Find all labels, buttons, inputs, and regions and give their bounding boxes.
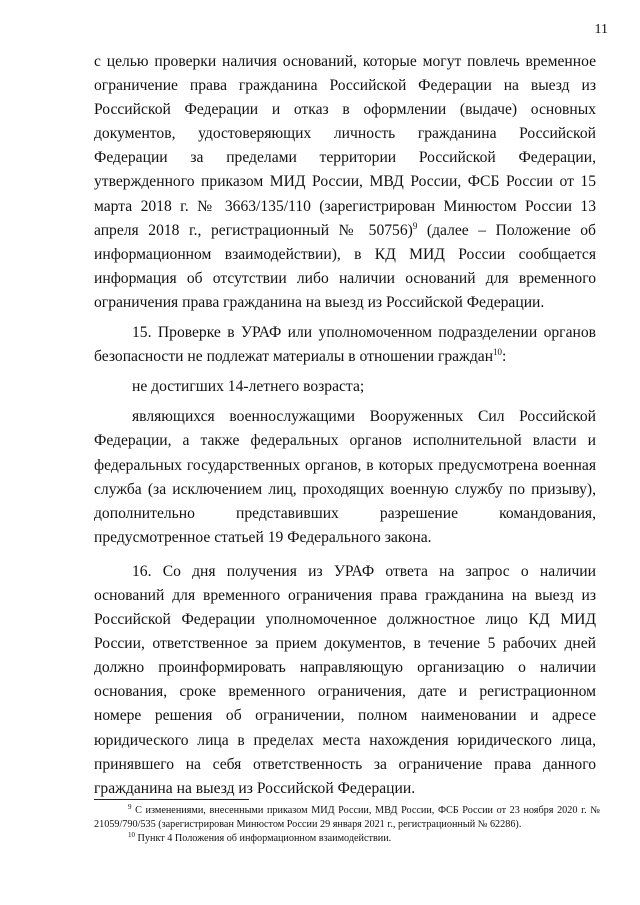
paragraph-text: : — [502, 348, 507, 366]
document-body — [94, 50, 596, 801]
footnote-9 — [94, 804, 600, 832]
footnote-text: С изменениями, внесенными приказом МИД России, МВД России, ФСБ России от 23 ноября 2020 г. № 21059/790/535 (зарегистрирован Минюстом России 29 января 2021 г., регистрационный № 62286). — [94, 805, 600, 830]
footnotes — [94, 804, 600, 846]
paragraph-15-item-2: являющихся военнослужащими Вооруженных Сил Российской Федерации, а также федеральных органов исполнительной власти и федеральных государственных органов, в которых предусмотрена военная служба (за исключением лиц, проходящих военную службу по призыву), дополнительно представивших разрешение командования, предусмотренное статьей 19 Федерального закона. — [94, 408, 596, 546]
footnote-mark: 9 — [128, 803, 132, 811]
paragraph-text: с целью проверки наличия оснований, которые могут повлечь временное ограничение права гражданина Российской Федерации на выезд из Российской Федерации и отказ в оформлении (выдаче) основных документов, удостоверяющих личность гражданина Российской Федерации за пределами территории Российской Федерации, утвержденного приказом МИД России, МВД России, ФСБ России от 15 марта 2018 г. № 3663/135/110 (зарегистрирован Минюстом России 13 апреля 2018 г., регистрационный № 50756) — [94, 53, 596, 239]
paragraph-15-item-1: не достигших 14-летнего возраста; — [132, 378, 365, 396]
paragraph-text: (далее – Положение об информационном взаимодействии), в КД МИД России сообщается информация об отсутствии либо наличии оснований для временного ограничения права гражданина на выезд из Российской Федерации. — [94, 221, 596, 311]
paragraph-16: 16. Со дня получения из УРАФ ответа на запрос о наличии оснований для временного ограничения права гражданина на выезд из Российской Федерации уполномоченное должностное лицо КД МИД России, ответственное за прием документов, в течение 5 рабочих дней должно проинформировать направляющую организацию о наличии основания, сроке временного ограничения, дате и регистрационном номере решения об ограничении, полном наименовании и адресе юридического лица в пределах места нахождения юридического лица, принявшего на себя ответственность за ограничение права данного гражданина на выезд из Российской Федерации. — [94, 562, 596, 797]
footnote-reference: 9 — [412, 220, 418, 231]
paragraph-text: 15. Проверке в УРАФ или уполномоченном подразделении органов безопасности не подлежат материалы в отношении граждан — [94, 324, 596, 366]
footnote-10 — [94, 832, 600, 846]
paragraph-15 — [94, 321, 596, 369]
footnote-text: Пункт 4 Положения об информационном взаимодействии. — [135, 833, 392, 844]
footnote-divider — [94, 799, 249, 800]
page-number: 11 — [594, 22, 608, 37]
footnote-reference: 10 — [493, 347, 503, 358]
paragraph-continuation — [94, 50, 596, 315]
footnote-mark: 10 — [128, 831, 135, 839]
